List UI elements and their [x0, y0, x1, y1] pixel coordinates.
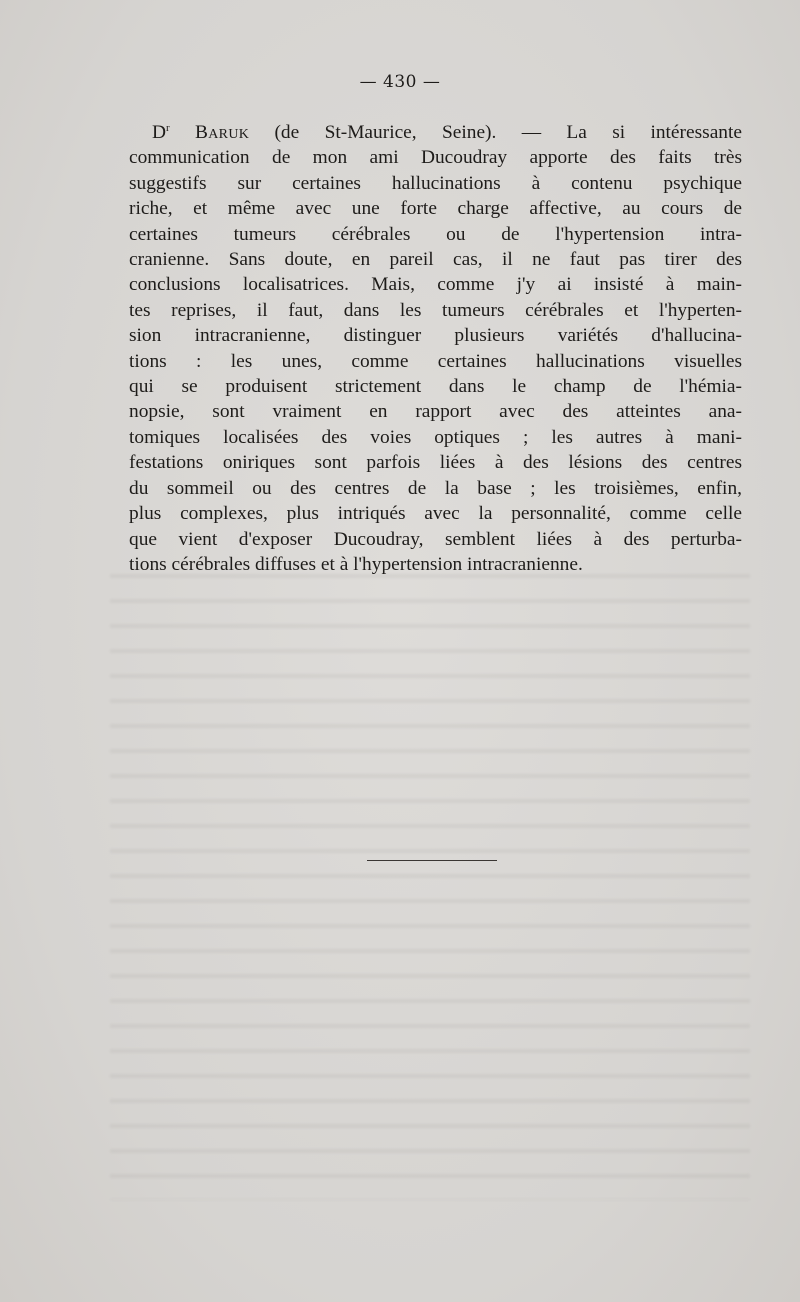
paragraph-line: tomiques localisées des voies optiques ; les autres à mani-	[129, 426, 742, 448]
paragraph-line: plus complexes, plus intriqués avec la personnalité, comme celle	[129, 503, 742, 525]
paragraph-line: cranienne. Sans doute, en pareil cas, il ne faut pas tirer des	[129, 249, 742, 271]
section-divider	[367, 860, 497, 861]
paragraph-line: que vient d'exposer Ducoudray, semblent liées à des perturba-	[129, 528, 742, 550]
bleed-through-texture	[110, 560, 750, 1200]
author-name: Baruk	[195, 122, 250, 143]
paragraph-line: conclusions localisatrices. Mais, comme j'y ai insisté à main-	[129, 274, 742, 296]
paragraph-line: riche, et même avec une forte charge affective, au cours de	[129, 198, 742, 220]
paragraph-line: tes reprises, il faut, dans les tumeurs cérébrales et l'hyperten-	[129, 299, 742, 321]
first-line-text: (de St-Maurice, Seine). — La si intéressante	[249, 122, 742, 143]
paragraph-line-first	[129, 120, 742, 145]
paragraph-line: tions : les unes, comme certaines hallucinations visuelles	[129, 350, 742, 372]
paragraph-line: certaines tumeurs cérébrales ou de l'hypertension intra-	[129, 223, 742, 245]
paragraph-line-last: tions cérébrales diffuses et à l'hypertension intracranienne.	[129, 553, 583, 575]
author-title: $D^r$	[152, 122, 170, 143]
paragraph-line: suggestifs sur certaines hallucinations à contenu psychique	[129, 172, 742, 194]
paragraph-line: festations oniriques sont parfois liées à des lésions des centres	[129, 452, 742, 474]
body-paragraph	[129, 120, 742, 577]
paragraph-line: communication de mon ami Ducoudray apporte des faits très	[129, 147, 742, 169]
paragraph-line: qui se produisent strictement dans le champ de l'hémia-	[129, 376, 742, 398]
paragraph-line: sion intracranienne, distinguer plusieurs variétés d'hallucina-	[129, 325, 742, 347]
page-number: — 430 —	[359, 72, 441, 92]
paragraph-line: du sommeil ou des centres de la base ; les troisièmes, enfin,	[129, 477, 742, 499]
paragraph-line: nopsie, sont vraiment en rapport avec des atteintes ana-	[129, 401, 742, 423]
